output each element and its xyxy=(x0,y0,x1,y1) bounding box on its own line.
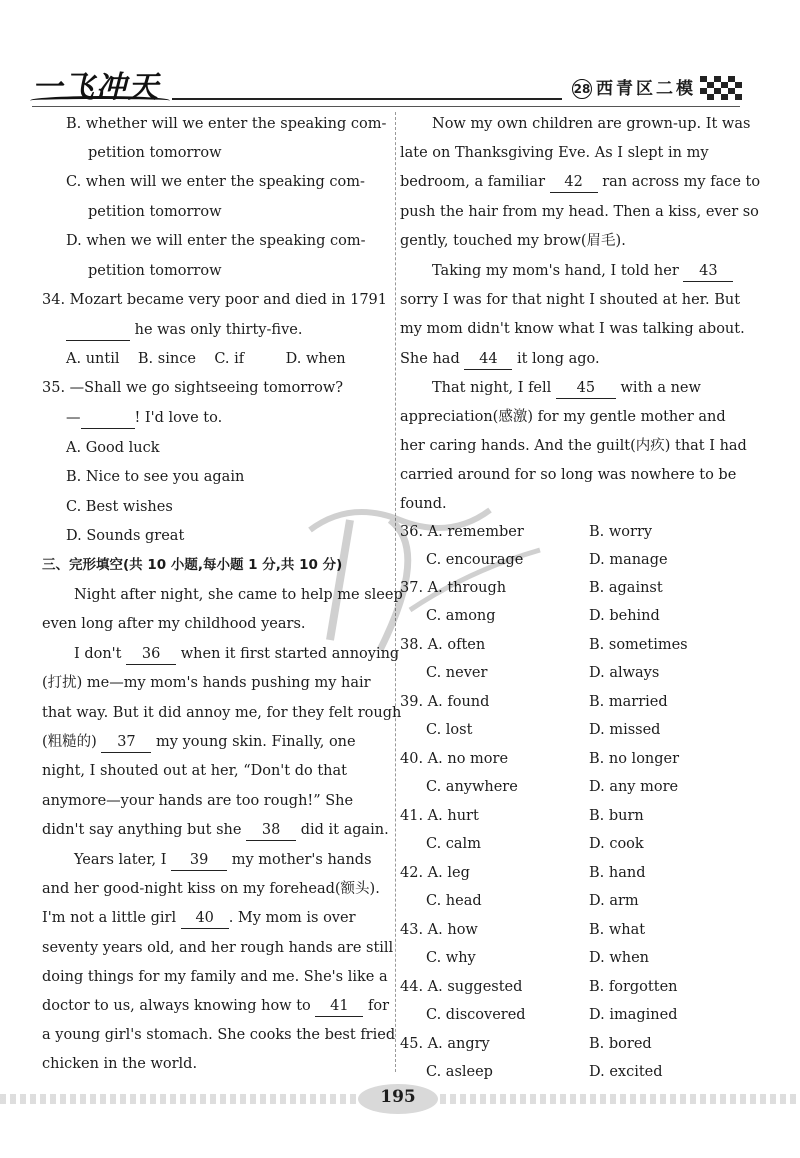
option-d[interactable]: D. missed xyxy=(589,722,661,738)
dash: — xyxy=(66,410,81,426)
passage-line: doing things for my family and me. She's like a xyxy=(42,969,388,985)
page-number: 195 xyxy=(380,1087,416,1107)
option-a[interactable]: 45. A. angry xyxy=(400,1036,490,1052)
option-b[interactable]: B. sometimes xyxy=(589,637,688,653)
q35-response xyxy=(66,408,222,429)
option-b[interactable]: B. bored xyxy=(589,1036,652,1052)
q34-stem-line2 xyxy=(66,320,302,341)
footer-border-right xyxy=(440,1094,800,1104)
passage-line xyxy=(42,908,356,929)
option-d[interactable]: D. cook xyxy=(589,836,644,852)
header-rule xyxy=(172,98,562,100)
passage-line xyxy=(432,378,701,399)
option-a[interactable]: 38. A. often xyxy=(400,637,486,653)
passage-text: with a new xyxy=(620,380,701,396)
passage-text: ran across my face to xyxy=(602,174,761,190)
passage-line: that way. But it did annoy me, for they felt rough xyxy=(42,705,402,721)
option-c[interactable]: C. discovered xyxy=(426,1007,526,1023)
passage-line xyxy=(74,850,372,871)
passage-text: (粗糙的) xyxy=(42,734,97,750)
passage-line: and her good-night kiss on my forehead(额头). xyxy=(42,881,380,897)
footer-border-left xyxy=(0,1094,360,1104)
exam-tag xyxy=(572,74,696,99)
passage-line: appreciation(感激) for my gentle mother and xyxy=(400,409,726,425)
q34-text: he was only thirty-five. xyxy=(130,322,303,338)
answer-blank[interactable] xyxy=(81,408,135,429)
passage-text: my mother's hands xyxy=(231,852,372,868)
option-b[interactable]: B. married xyxy=(589,694,668,710)
q35-option-b: B. Nice to see you again xyxy=(66,469,245,485)
q35-option-c: C. Best wishes xyxy=(66,499,173,515)
passage-text: That night, I fell xyxy=(432,380,552,396)
exam-name: 西青区二模 xyxy=(596,79,696,99)
option-a[interactable]: 39. A. found xyxy=(400,694,490,710)
passage-text: . My mom is over xyxy=(228,910,356,926)
passage-text: didn't say anything but she xyxy=(42,822,242,838)
passage-line: push the hair from my head. Then a kiss, ever so xyxy=(400,204,759,220)
passage-text: She had xyxy=(400,351,460,367)
option-a[interactable]: 40. A. no more xyxy=(400,751,509,767)
exam-number-badge: 28 xyxy=(572,79,592,99)
q33-option-b-line2: petition tomorrow xyxy=(88,145,222,161)
q33-option-c-line2: petition tomorrow xyxy=(88,204,222,220)
passage-line: chicken in the world. xyxy=(42,1056,198,1072)
passage-line xyxy=(432,261,733,282)
passage-text: when it first started annoying xyxy=(180,646,400,662)
q33-option-d-line2: petition tomorrow xyxy=(88,263,222,279)
passage-text: bedroom, a familiar xyxy=(400,174,546,190)
option-a[interactable]: 37. A. through xyxy=(400,580,507,596)
blank-38[interactable]: 38 xyxy=(246,820,296,841)
passage-line: late on Thanksgiving Eve. As I slept in my xyxy=(400,145,709,161)
option-b[interactable]: B. burn xyxy=(589,808,644,824)
passage-line: Night after night, she came to help me sleep xyxy=(74,587,403,603)
option-a[interactable]: 41. A. hurt xyxy=(400,808,479,824)
passage-line xyxy=(400,172,760,193)
logo-swoosh xyxy=(30,96,170,105)
passage-line: night, I shouted out at her, “Don't do that xyxy=(42,763,347,779)
passage-text: Taking my mom's hand, I told her xyxy=(432,263,679,279)
passage-line xyxy=(42,820,389,841)
option-c[interactable]: C. calm xyxy=(426,836,481,852)
passage-text: I don't xyxy=(74,646,122,662)
blank-36[interactable]: 36 xyxy=(126,644,176,665)
brand-logo: 一飞冲天 xyxy=(32,70,160,105)
option-d[interactable]: D. any more xyxy=(589,779,679,795)
option-c[interactable]: C. among xyxy=(426,608,496,624)
q33-option-d-line1: D. when we will enter the speaking com- xyxy=(66,233,366,249)
option-c[interactable]: C. asleep xyxy=(426,1064,493,1080)
option-b[interactable]: B. hand xyxy=(589,865,646,881)
page-header xyxy=(0,0,800,112)
option-b[interactable]: B. forgotten xyxy=(589,979,678,995)
option-c[interactable]: C. why xyxy=(426,950,476,966)
option-d[interactable]: D. always xyxy=(589,665,660,681)
passage-line xyxy=(42,996,389,1017)
passage-line: a young girl's stomach. She cooks the best fried xyxy=(42,1027,396,1043)
option-d[interactable]: D. manage xyxy=(589,552,668,568)
passage-line: Now my own children are grown-up. It was xyxy=(432,116,751,132)
passage-line: anymore—your hands are too rough!” She xyxy=(42,793,354,809)
passage-line: even long after my childhood years. xyxy=(42,616,306,632)
passage-line: gently, touched my brow(眉毛). xyxy=(400,233,626,249)
blank-45[interactable]: 45 xyxy=(556,378,616,399)
q34-stem: 34. Mozart became very poor and died in 1791 xyxy=(42,292,388,308)
q35-stem: 35. —Shall we go sightseeing tomorrow? xyxy=(42,380,344,396)
option-d[interactable]: D. when xyxy=(589,950,649,966)
q33-option-b-line1: B. whether will we enter the speaking com- xyxy=(66,116,387,132)
checker-decoration xyxy=(700,76,742,100)
q35-option-d: D. Sounds great xyxy=(66,528,185,544)
passage-text: I'm not a little girl xyxy=(42,910,177,926)
section-title: 三、完形填空(共 10 小题,每小题 1 分,共 10 分) xyxy=(42,557,343,573)
blank-37[interactable]: 37 xyxy=(101,732,151,753)
blank-42[interactable]: 42 xyxy=(550,172,598,193)
q33-option-c-line1: C. when will we enter the speaking com- xyxy=(66,174,365,190)
option-d[interactable]: D. excited xyxy=(589,1064,663,1080)
option-a[interactable]: 36. A. remember xyxy=(400,524,524,540)
passage-text: doctor to us, always knowing how to xyxy=(42,998,311,1014)
passage-line: carried around for so long was nowhere to be xyxy=(400,467,737,483)
option-c[interactable]: C. encourage xyxy=(426,552,524,568)
header-rule-lower xyxy=(32,106,740,107)
passage-line: my mom didn't know what I was talking about. xyxy=(400,321,745,337)
passage-text: my young skin. Finally, one xyxy=(156,734,356,750)
blank-44[interactable]: 44 xyxy=(464,349,512,370)
passage-line xyxy=(42,732,356,753)
option-a[interactable]: 43. A. how xyxy=(400,922,478,938)
passage-text: for xyxy=(367,998,390,1014)
option-d[interactable]: D. behind xyxy=(589,608,660,624)
blank-41[interactable]: 41 xyxy=(315,996,363,1017)
option-d[interactable]: D. arm xyxy=(589,893,639,909)
passage-line: sorry I was for that night I shouted at her. But xyxy=(400,292,741,308)
option-a[interactable]: 42. A. leg xyxy=(400,865,470,881)
option-c[interactable]: C. never xyxy=(426,665,488,681)
passage-line: seventy years old, and her rough hands are still xyxy=(42,940,394,956)
answer-blank[interactable] xyxy=(66,320,130,341)
passage-text: Years later, I xyxy=(74,852,167,868)
option-b[interactable]: B. against xyxy=(589,580,663,596)
q35-text: ! I'd love to. xyxy=(134,410,223,426)
blank-43[interactable]: 43 xyxy=(683,261,733,282)
passage-line: her caring hands. And the guilt(内疚) that I had xyxy=(400,438,747,454)
q35-option-a: A. Good luck xyxy=(66,440,160,456)
option-b[interactable]: B. no longer xyxy=(589,751,680,767)
blank-39[interactable]: 39 xyxy=(171,850,227,871)
passage-line xyxy=(400,349,600,370)
blank-40[interactable]: 40 xyxy=(181,908,229,929)
option-c[interactable]: C. lost xyxy=(426,722,473,738)
option-b[interactable]: B. what xyxy=(589,922,646,938)
option-d[interactable]: D. imagined xyxy=(589,1007,678,1023)
option-b[interactable]: B. worry xyxy=(589,524,653,540)
option-c[interactable]: C. anywhere xyxy=(426,779,518,795)
watermark-logo xyxy=(290,490,560,670)
passage-line: (打扰) me—my mom's hands pushing my hair xyxy=(42,675,371,691)
passage-line: found. xyxy=(400,496,447,512)
passage-text: did it again. xyxy=(300,822,389,838)
q34-options: A. until B. since C. if D. when xyxy=(66,351,346,367)
passage-text: it long ago. xyxy=(516,351,600,367)
option-a[interactable]: 44. A. suggested xyxy=(400,979,523,995)
option-c[interactable]: C. head xyxy=(426,893,482,909)
